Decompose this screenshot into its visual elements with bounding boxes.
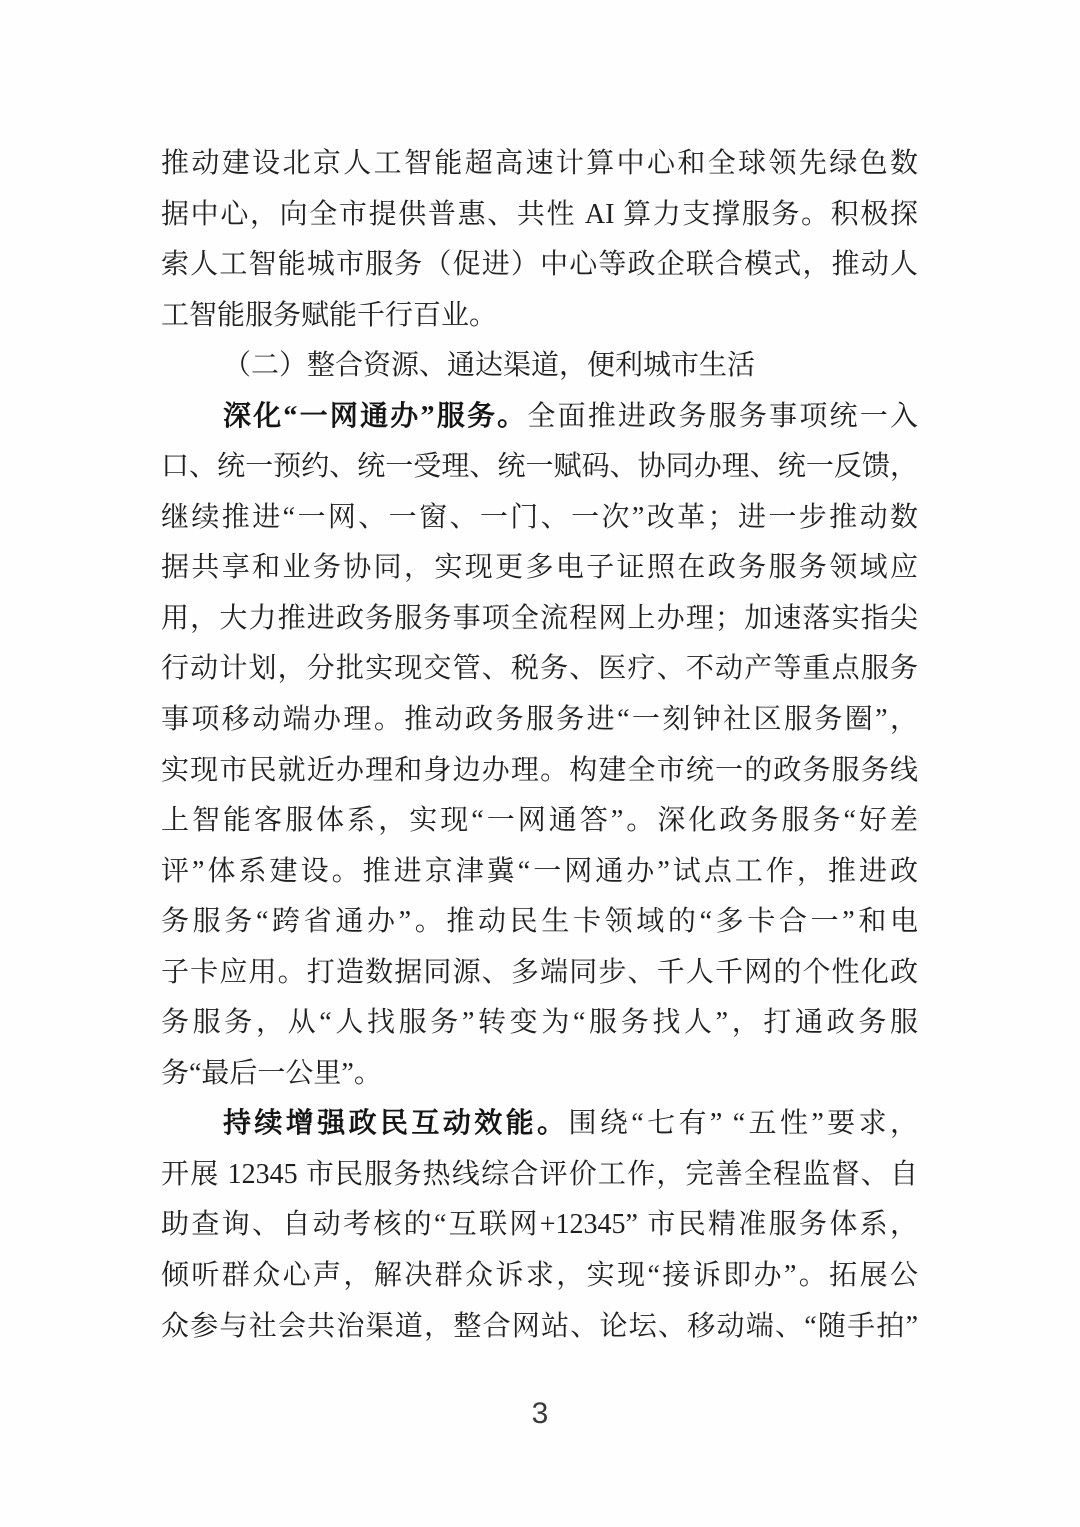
line-text: 用，大力推进政务服务事项全流程网上办理；加速落实指尖 (161, 602, 918, 634)
text-line (161, 1200, 918, 1251)
text-line (161, 190, 918, 241)
text-line (161, 897, 918, 948)
line-text: 事项移动端办理。推动政务服务进“一刻钟社区服务圈”， (161, 704, 918, 736)
text-line (161, 240, 918, 291)
line-text: 实现市民就近办理和身边办理。构建全市统一的政务服务线 (161, 754, 918, 786)
text-line (161, 392, 918, 443)
line-text: 上智能客服体系，实现“一网通答”。深化政务服务“好差 (161, 805, 918, 837)
line-text: 评”体系建设。推进京津冀“一网通办”试点工作，推进政 (161, 855, 918, 887)
text-line (161, 341, 918, 392)
text-line (161, 1049, 918, 1100)
text-line (161, 998, 918, 1049)
line-text: 索人工智能城市服务（促进）中心等政企联合模式，推动人 (161, 249, 918, 281)
line-text: 据中心，向全市提供普惠、共性 AI 算力支撑服务。积极探 (161, 198, 918, 230)
line-text: 据共享和业务协同，实现更多电子证照在政务服务领域应 (161, 552, 918, 584)
line-text: （二）整合资源、通达渠道，便利城市生活 (223, 350, 756, 382)
text-line (161, 594, 918, 645)
line-text: 务服务“跨省通办”。推动民生卡领域的“多卡合一”和电 (161, 906, 918, 938)
line-text: 众参与社会共治渠道，整合网站、论坛、移动端、“随手拍” (161, 1310, 918, 1342)
text-line (161, 796, 918, 847)
text-line (161, 644, 918, 695)
text-line (161, 948, 918, 999)
bold-lead-text: 深化“一网通办”服务。 (223, 400, 528, 432)
text-line (161, 493, 918, 544)
line-text: 倾听群众心声，解决群众诉求，实现“接诉即办”。拓展公 (161, 1260, 918, 1292)
text-line (161, 543, 918, 594)
text-line (161, 139, 918, 190)
line-text: 开展 12345 市民服务热线综合评价工作，完善全程监督、自 (161, 1158, 918, 1190)
text-line (161, 442, 918, 493)
line-text: 口、统一预约、统一受理、统一赋码、协同办理、统一反馈， (161, 451, 918, 483)
line-text: 子卡应用。打造数据同源、多端同步、千人千网的个性化政 (161, 956, 918, 988)
line-text: 全面推进政务服务事项统一入 (527, 400, 918, 432)
text-line (161, 695, 918, 746)
text-line (161, 291, 918, 342)
text-block (161, 139, 918, 1352)
line-text: 围绕“七有” “五性”要求， (568, 1108, 918, 1140)
line-text: 推动建设北京人工智能超高速计算中心和全球领先绿色数 (161, 148, 918, 179)
text-line (161, 1251, 918, 1302)
line-text: 行动计划，分批实现交管、税务、医疗、不动产等重点服务 (161, 653, 918, 685)
line-text: 继续推进“一网、一窗、一门、一次”改革；进一步推动数 (161, 501, 918, 533)
text-line (161, 847, 918, 898)
line-text: 助查询、自动考核的“互联网+12345” 市民精准服务体系， (161, 1209, 918, 1241)
line-text: 务服务，从“人找服务”转变为“服务找人”，打通政务服 (161, 1007, 918, 1039)
bold-lead-text: 持续增强政民互动效能。 (223, 1108, 569, 1140)
text-line (161, 746, 918, 797)
text-line (161, 1099, 918, 1150)
line-text: 务“最后一公里”。 (161, 1057, 382, 1089)
line-text: 工智能服务赋能千行百业。 (161, 299, 498, 331)
page-number: 3 (531, 1397, 549, 1430)
text-line (161, 1150, 918, 1201)
text-line (161, 1302, 918, 1353)
